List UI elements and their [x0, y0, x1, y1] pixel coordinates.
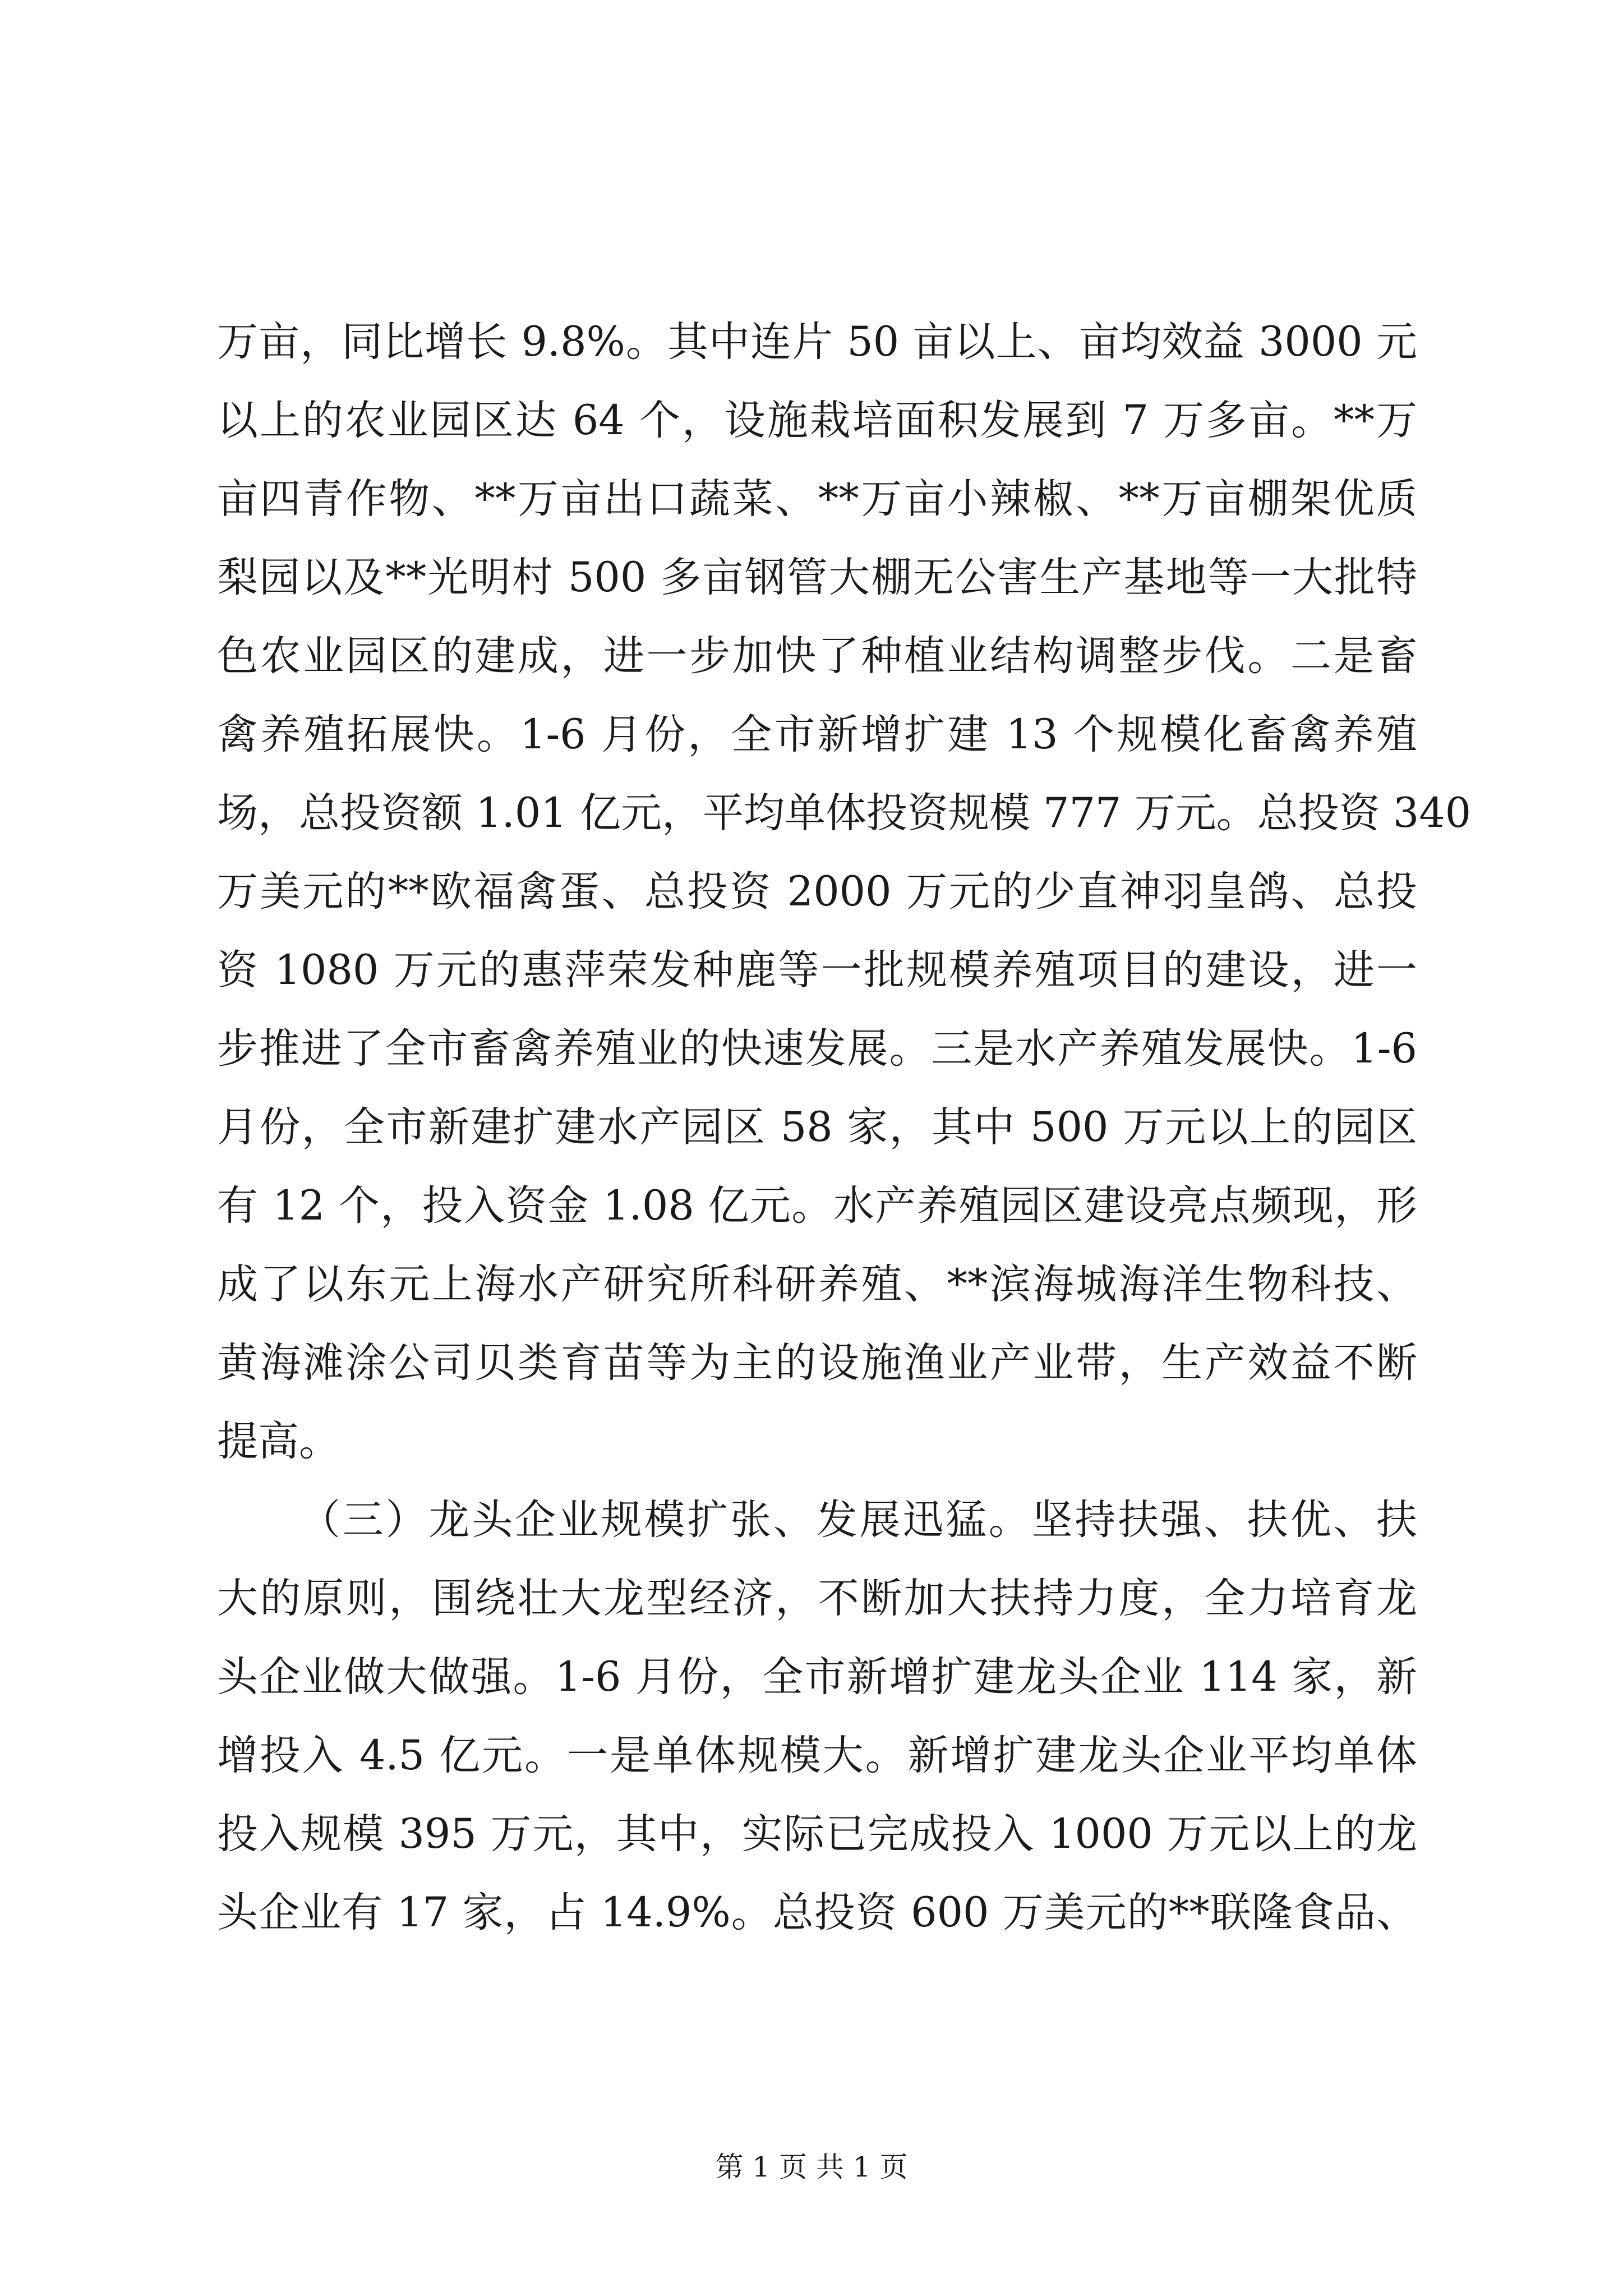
text-line: （三）龙头企业规模扩张、发展迅猛。坚持扶强、扶优、扶 [299, 1496, 1417, 1544]
document-body [217, 303, 1472, 1952]
page-number-label: 第 1 页 共 1 页 [715, 2151, 908, 2183]
text-line: 成了以东元上海水产研究所科研养殖、**滨海城海洋生物科技、 [217, 1260, 1417, 1308]
text-line: 黄海滩涂公司贝类育苗等为主的设施渔业产业带，生产效益不断 [217, 1339, 1417, 1387]
text-line: 有 12 个，投入资金 1.08 亿元。水产养殖园区建设亮点频现，形 [217, 1182, 1417, 1230]
page-footer [0, 2147, 1623, 2187]
text-line: 万美元的**欧福禽蛋、总投资 2000 万元的少直神羽皇鸽、总投 [217, 868, 1417, 915]
text-line: 万亩，同比增长 9.8%。其中连片 50 亩以上、亩均效益 3000 元 [217, 318, 1417, 366]
text-line: 梨园以及**光明村 500 多亩钢管大棚无公害生产基地等一大批特 [217, 554, 1417, 601]
text-line: 场，总投资额 1.01 亿元，平均单体投资规模 777 万元。总投资 340 [217, 789, 1472, 837]
text-line: 亩四青作物、**万亩出口蔬菜、**万亩小辣椒、**万亩棚架优质 [217, 475, 1417, 523]
text-line: 头企业有 17 家，占 14.9%。总投资 600 万美元的**联隆食品、 [217, 1889, 1417, 1936]
paragraph [217, 303, 1472, 1481]
text-line: 提高。 [217, 1418, 340, 1465]
text-line: 以上的农业园区达 64 个，设施栽培面积发展到 7 万多亩。**万 [217, 397, 1417, 444]
paragraph [217, 1481, 1417, 1952]
text-line: 资 1080 万元的惠萍荣发种鹿等一批规模养殖项目的建设，进一 [217, 946, 1417, 994]
text-line: 头企业做大做强。1-6 月份，全市新增扩建龙头企业 114 家，新 [217, 1653, 1417, 1701]
text-line: 大的原则，围绕壮大龙型经济，不断加大扶持力度，全力培育龙 [217, 1575, 1417, 1622]
text-line: 月份，全市新建扩建水产园区 58 家，其中 500 万元以上的园区 [217, 1103, 1417, 1151]
text-line: 禽养殖拓展快。1-6 月份，全市新增扩建 13 个规模化畜禽养殖 [217, 711, 1417, 758]
text-line: 投入规模 395 万元，其中，实际已完成投入 1000 万元以上的龙 [217, 1810, 1417, 1858]
text-line: 色农业园区的建成，进一步加快了种植业结构调整步伐。二是畜 [217, 632, 1417, 680]
text-line: 步推进了全市畜禽养殖业的快速发展。三是水产养殖发展快。1-6 [217, 1025, 1417, 1073]
text-line: 增投入 4.5 亿元。一是单体规模大。新增扩建龙头企业平均单体 [217, 1732, 1417, 1779]
